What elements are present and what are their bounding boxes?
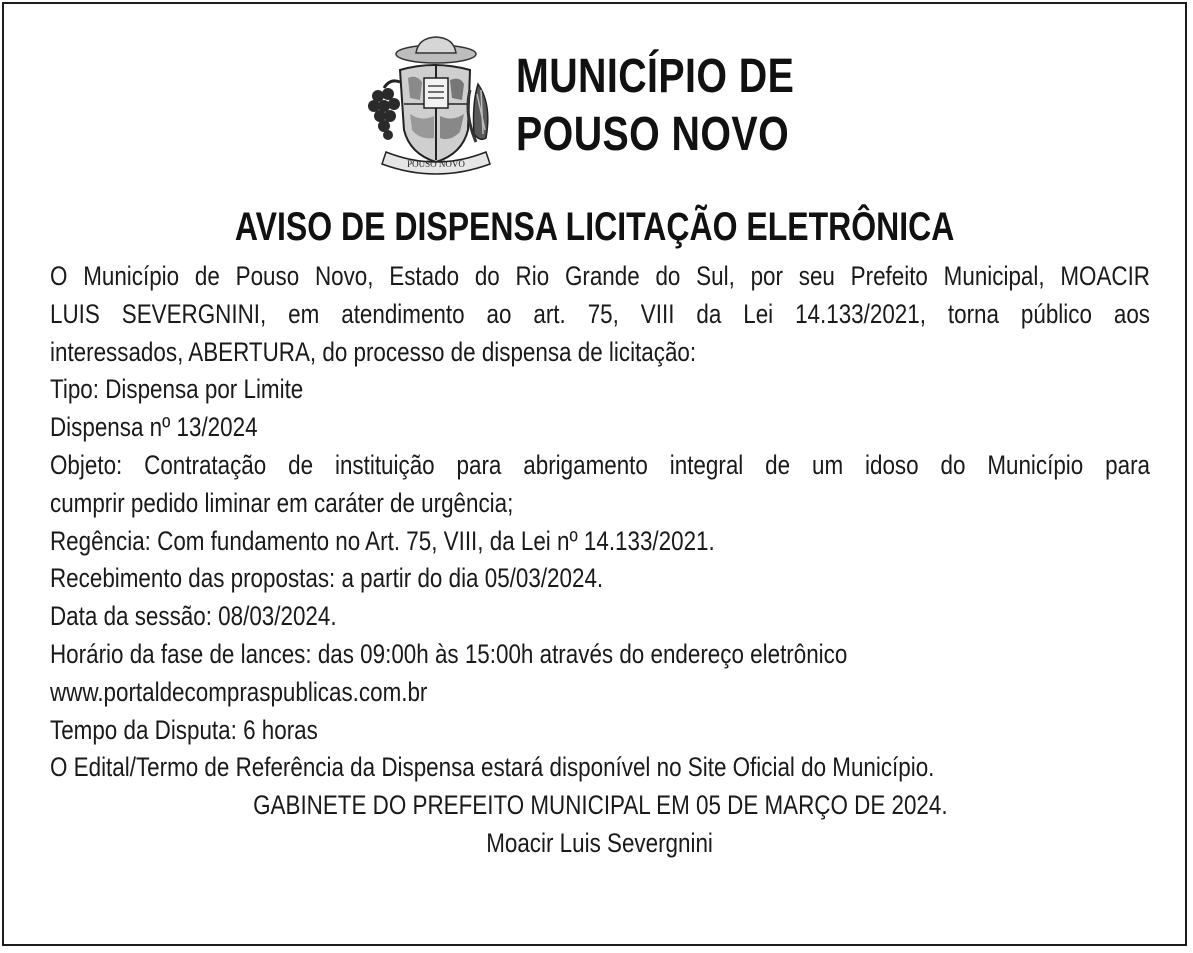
website-line: www.portaldecompraspublicas.com.br [50, 676, 428, 707]
recebimento-line: Recebimento das propostas: a partir do dia 05/03/2024. [50, 563, 604, 594]
intro-line-1: O Município de Pouso Novo, Estado do Rio Grande do Sul, por seu Prefeito Municipal, MOACIR [50, 261, 1150, 291]
notice-frame [2, 2, 1187, 946]
data-sessao-line: Data da sessão: 08/03/2024. [50, 601, 337, 632]
dispensa-number: Dispensa nº 13/2024 [50, 412, 258, 443]
gabinete-line: GABINETE DO PREFEITO MUNICIPAL EM 05 DE MARÇO DE 2024. [252, 790, 948, 821]
municipal-crest-icon [364, 34, 500, 176]
tempo-line: Tempo da Disputa: 6 horas [50, 714, 318, 745]
municipality-name [516, 48, 794, 164]
intro-line-2: LUIS SEVERGNINI, em atendimento ao art. 75, VIII da Lei 14.133/2021, torna público aos [50, 298, 1150, 329]
edital-line: O Edital/Termo de Referência da Dispensa estará disponível no Site Oficial do Município. [50, 752, 935, 783]
signature-name: Moacir Luis Severgnini [486, 827, 714, 858]
regencia-line: Regência: Com fundamento no Art. 75, VIII, da Lei nº 14.133/2021. [50, 525, 715, 556]
municipality-name-line1: MUNICÍPIO DE [516, 50, 795, 103]
objeto-line-2: cumprir pedido liminar em caráter de urgência; [50, 487, 514, 518]
header [364, 34, 884, 179]
tipo-line: Tipo: Dispensa por Limite [50, 374, 304, 405]
notice-body [50, 258, 1150, 863]
objeto-line-1: Objeto: Contratação de instituição para abrigamento integral de um idoso do Município para [50, 449, 1150, 480]
svg-text:POUSO NOVO: POUSO NOVO [407, 159, 465, 169]
notice-title: AVISO DE DISPENSA LICITAÇÃO ELETRÔNICA [234, 205, 955, 249]
municipality-name-line2: POUSO NOVO [516, 108, 790, 161]
horario-line: Horário da fase de lances: das 09:00h às 15:00h através do endereço eletrônico [50, 638, 848, 669]
intro-line-3: interessados, ABERTURA, do processo de dispensa de licitação: [50, 336, 697, 367]
